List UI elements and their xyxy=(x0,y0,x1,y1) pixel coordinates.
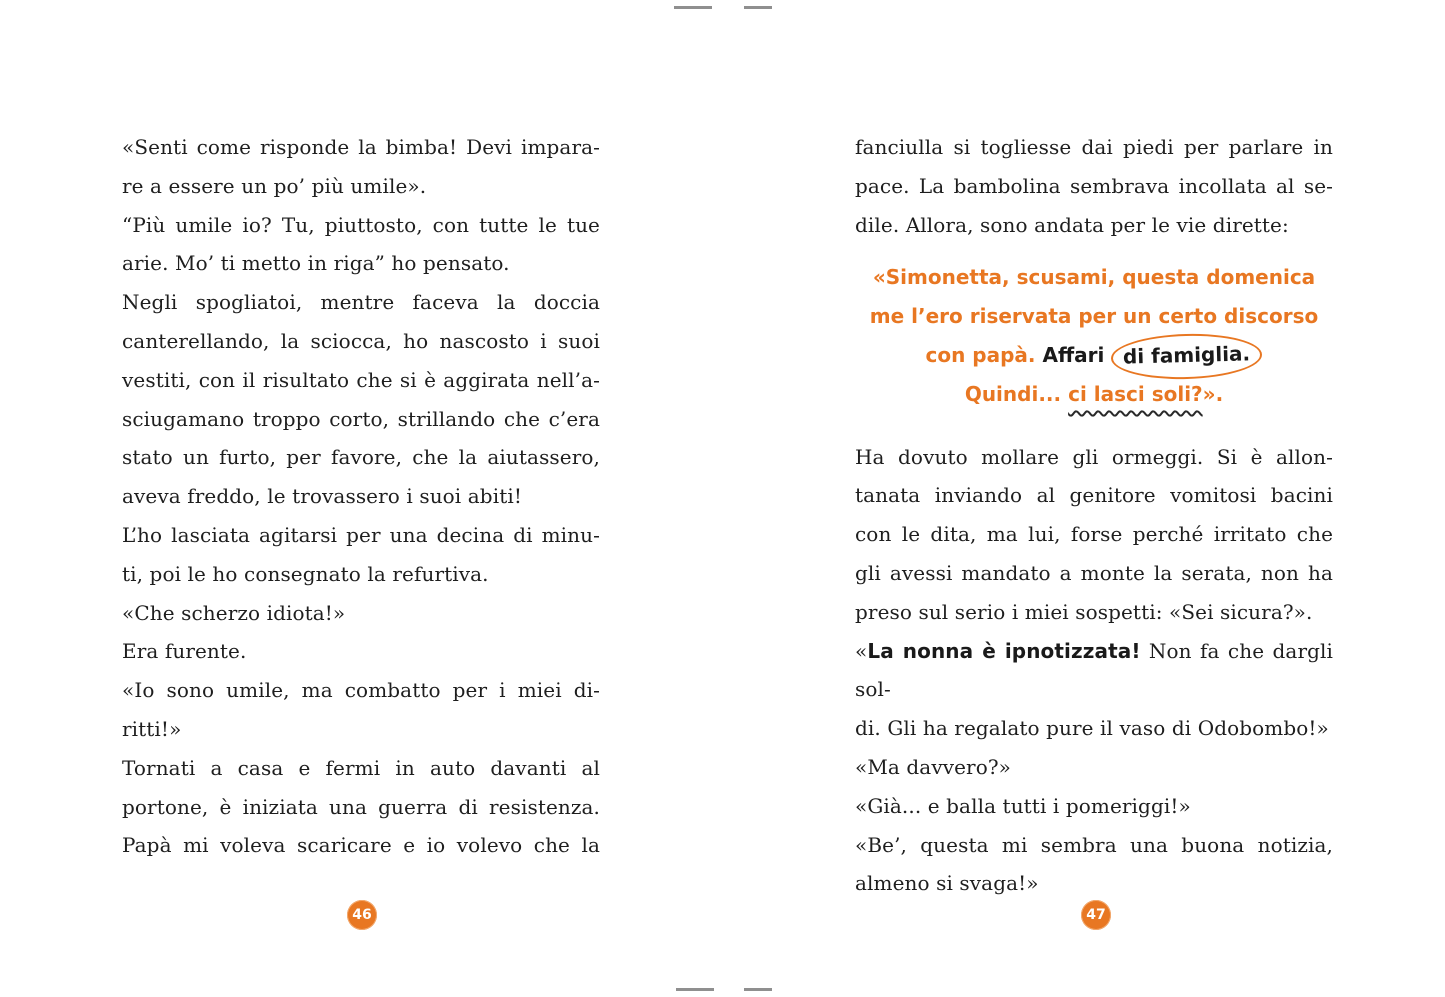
emphasis-text: La nonna è ipnotizzata! xyxy=(867,638,1141,663)
dialogue-text: con papà. xyxy=(925,342,1036,367)
text-line xyxy=(855,632,1333,710)
text-line: fanciulla si togliesse dai piedi per parlare in xyxy=(855,135,1333,159)
emphasis-text: Affari xyxy=(1042,342,1105,367)
quote-mark: « xyxy=(855,638,868,663)
text-line: preso sul serio i miei sospetti: «Sei sicura?». xyxy=(855,599,1313,624)
page-number: 47 xyxy=(1086,907,1106,923)
text-line: «Già... e balla tutti i pomeriggi!» xyxy=(855,793,1191,818)
text-line: Ha dovuto mollare gli ormeggi. Si è allon- xyxy=(855,444,1333,469)
circled-text: di famiglia. xyxy=(1111,332,1263,381)
dialogue-text: ». xyxy=(1202,381,1224,406)
text-line: di. Gli ha regalato pure il vaso di Odobombo!» xyxy=(855,716,1329,741)
text-line: ritti!» xyxy=(122,716,182,741)
dialogue-line xyxy=(855,336,1333,375)
page-number-badge xyxy=(1081,900,1111,930)
text-line: Papà mi voleva scaricare e io volevo che la xyxy=(122,833,600,858)
text-line: aveva freddo, le trovassero i suoi abiti! xyxy=(122,484,522,509)
text-line: gli avessi mandato a monte la serata, non ha xyxy=(855,560,1333,585)
dialogue-line xyxy=(855,375,1333,414)
text-line: tanata inviando al genitore vomitosi bacini xyxy=(855,483,1333,508)
dialogue-block xyxy=(855,258,1333,413)
dialogue-text: Quindi... xyxy=(964,381,1062,406)
text-line: L’ho lasciata agitarsi per una decina di minu- xyxy=(122,522,600,547)
text-line: dile. Allora, sono andata per le vie dirette: xyxy=(855,212,1289,237)
text-line: almeno si svaga!» xyxy=(855,871,1039,896)
text-line: «Ma davvero?» xyxy=(855,754,1012,779)
text-line: sciugamano troppo corto, strillando che c’era xyxy=(122,406,600,431)
text-line: Era furente. xyxy=(122,639,247,664)
text-line: “Più umile io? Tu, piuttosto, con tutte le tue xyxy=(122,212,600,237)
text-line: vestiti, con il risultato che si è aggirata nell’a- xyxy=(122,367,600,392)
text-line: Negli spogliatoi, mentre faceva la doccia xyxy=(122,290,600,315)
text-line: ti, poi le ho consegnato la refurtiva. xyxy=(122,561,489,586)
text-line: canterellando, la sciocca, ho nascosto i suoi xyxy=(122,328,600,353)
text-run: Non fa che dargli sol- xyxy=(855,638,1334,702)
page-right xyxy=(855,128,1333,903)
page-left xyxy=(122,128,600,865)
text-line: pace. La bambolina sembrava incollata al se- xyxy=(855,173,1333,198)
text-line: con le dita, ma lui, forse perché irritato che xyxy=(855,522,1333,547)
trim-mark xyxy=(676,988,714,991)
page-number: 46 xyxy=(352,907,372,923)
dialogue-line: «Simonetta, scusami, questa domenica xyxy=(872,265,1316,290)
text-line: stato un furto, per favore, che la aiutassero, xyxy=(122,445,600,470)
trim-mark xyxy=(744,6,772,9)
page-number-badge xyxy=(347,900,377,930)
trim-mark xyxy=(744,988,772,991)
dialogue-line: me l’ero riservata per un certo discorso xyxy=(869,304,1319,329)
text-line: portone, è iniziata una guerra di resistenza. xyxy=(122,794,600,819)
text-line: re a essere un po’ più umile». xyxy=(122,173,427,198)
trim-mark xyxy=(674,6,712,9)
text-line: «Be’, questa mi sembra una buona notizia, xyxy=(855,832,1333,857)
text-line: Tornati a casa e fermi in auto davanti al xyxy=(122,755,600,780)
text-line: «Senti come risponde la bimba! Devi impara- xyxy=(122,135,600,159)
zigzag-underlined-text: ci lasci soli? xyxy=(1068,381,1203,406)
text-line: «Io sono umile, ma combatto per i miei di- xyxy=(122,678,600,703)
text-line: arie. Mo’ ti metto in riga” ho pensato. xyxy=(122,251,510,276)
text-line: «Che scherzo idiota!» xyxy=(122,600,346,625)
